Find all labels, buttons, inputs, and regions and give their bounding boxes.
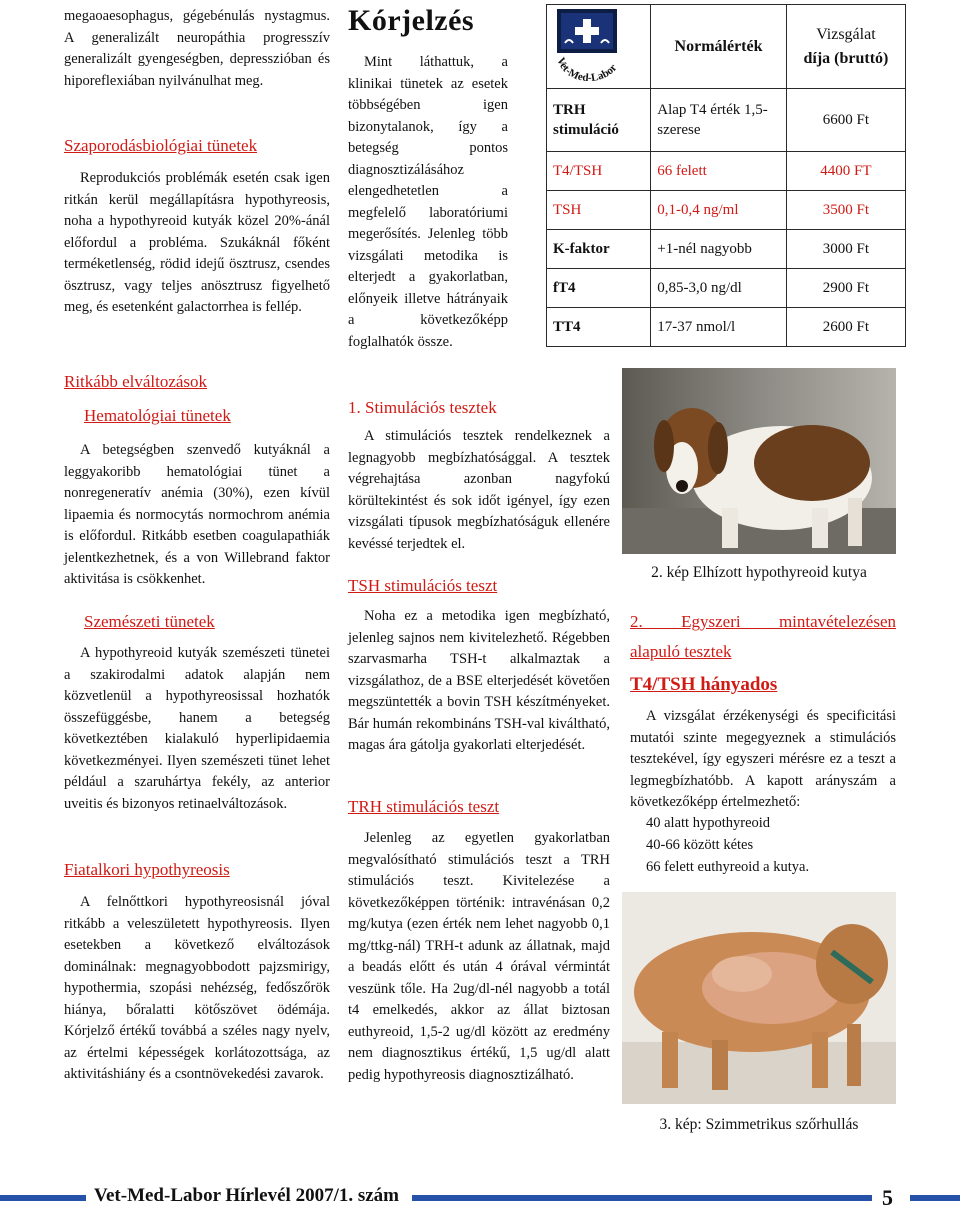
svg-text:Vet-Med-Labor: [554, 56, 619, 81]
header-price: [786, 5, 905, 89]
ratio-list: [646, 812, 809, 878]
table-cell-normal: [651, 89, 787, 152]
table-cell-price: 4400 FT: [786, 152, 905, 191]
table-cell-price: 2600 Ft: [786, 308, 905, 347]
hema-heading: Hematológiai tünetek: [84, 406, 231, 425]
table-cell-price: 3000 Ft: [786, 230, 905, 269]
juv-heading: Fiatalkori hypothyreosis: [64, 860, 230, 879]
header-normal: Normálérték: [651, 5, 787, 89]
photo-obese-dog: [622, 368, 896, 554]
hair-loss-dog-image: [622, 892, 896, 1104]
photo-hair-loss-dog: [622, 892, 896, 1104]
cell-normal-line1: Alap T4 érték 1,5-: [657, 102, 768, 118]
repro-heading: Szaporodásbiológiai tünetek: [64, 136, 258, 155]
table-row: [547, 308, 906, 347]
ratio-list-item: 40 alatt hypothyreoid: [646, 815, 771, 831]
table-cell-test: K-faktor: [547, 230, 651, 269]
single-sample-heading-line2: alapuló tesztek: [630, 642, 732, 661]
logo-cell: [547, 5, 651, 89]
header-price-line1: Vizsgálat: [816, 25, 876, 43]
tsh-text: Noha ez a metodika igen megbízható, jelenleg sajnos nem kivitelezhető. Régebben szarvasmarha TSH-t alkalmaztak a vizsgálathoz, de a BSE elterjedését követően megszüntették a bovin TSH készítményeket. Bár humán rekombináns TSH-val kiváltható, magas ára gátolja gyakorlati elterjedését.: [348, 608, 610, 753]
section-title: Kórjelzés: [348, 4, 475, 37]
table-row: [547, 269, 906, 308]
rare-heading: Ritkább elváltozások: [64, 372, 208, 391]
obese-dog-image: [622, 368, 896, 554]
footer-bar-right: [412, 1195, 872, 1201]
vet-med-labor-logo: [551, 7, 627, 81]
cell-normal-line2: szerese: [657, 122, 701, 138]
table-cell-normal: +1-nél nagyobb: [651, 230, 787, 269]
hema-text: A betegségben szenvedő kutyáknál a leggyakoribb hematológiai tünet a nonregeneratív anémia (30%), ezen kívül lipaemia és normocytás normochrom anémia is előfordul. Ritkább esetben coagulapathiák jelentkezhetnek, és a von Willebrand faktor aktivitása is csökkenhet.: [64, 442, 330, 587]
table-cell-price: 2900 Ft: [786, 269, 905, 308]
header-price-line2: díja (bruttó): [803, 49, 889, 67]
eye-heading: Szemészeti tünetek: [84, 612, 215, 631]
page-number: 5: [882, 1185, 893, 1210]
col1-intro: megaoaesophagus, gégebénulás nystagmus. A generalizált neuropáthia progresszív generalizált gyengeségben, depresszióban és hiporeflexiában nyilvánulhat meg.: [64, 8, 330, 89]
table-cell-test: T4/TSH: [547, 152, 651, 191]
stim-text: A stimulációs tesztek rendelkeznek a legnagyobb megbízhatósággal. A tesztek végrehajtása azonban nagyfokú körültekintést és sok időt igényel, így ezen vizsgálati típusok megbízhatóságuk ellenére kevéssé terjedtek el.: [348, 428, 610, 552]
photo-caption-1: 2. kép Elhízott hypothyreoid kutya: [651, 564, 867, 581]
tsh-heading: TSH stimulációs teszt: [348, 576, 498, 595]
single-sample-heading-line1: 2. Egyszeri mintavételezésen: [630, 612, 896, 631]
table-cell-test: TT4: [547, 308, 651, 347]
logo-text: Vet-Med-Labor: [554, 55, 620, 81]
table-cell-normal: 17-37 nmol/l: [651, 308, 787, 347]
photo-caption-2: 3. kép: Szimmetrikus szőrhullás: [659, 1116, 859, 1133]
cell-test-line1: TRH: [553, 102, 586, 118]
ratio-list-item: 66 felett euthyreoid a kutya.: [646, 859, 810, 875]
col2-intro: Mint láthattuk, a klinikai tünetek az esetek többségében igen bizonytalanok, így a betegség pontos diagnosztizálásához elengedhetetlen a megfelelő laboratóriumi megerősítés. Jelenleg több vizsgálati metodika is elterjedt a gyakorlatban, előnyeik illetve hátrányaik a következőképp foglalhatók össze.: [348, 54, 508, 350]
table-cell-test: TSH: [547, 191, 651, 230]
table-cell-normal: 66 felett: [651, 152, 787, 191]
footer-bar-left: [0, 1195, 86, 1201]
eye-text: A hypothyreoid kutyák szemészeti tünetei a szakirodalmi adatok alapján nem közvetlenül a hypothyreosissal hozhatók összefüggésbe, hanem a betegség következtében kialakuló hyperlipidaemia következményei. Ilyen szemészeti tünet lehet például a szaruhártya fekély, az anterior uveitis és bizonyos retinaelváltozások.: [64, 645, 330, 812]
repro-text: Reprodukciós problémák esetén csak igen ritkán kerül megállapításra hypothyreosis, noha a hypothyreoid kutyák közel 20%-ánál előfordul a probléma. Szukáknál főként terméketlenség, rödid idejű ösztrusz, csendes ösztrusz, vagy teljes anösztrusz figyelhető meg, és esetenként galactorrhea is fellép.: [64, 170, 330, 315]
trh-text: Jelenleg az egyetlen gyakorlatban megvalósítható stimulációs teszt a TRH stimulációs teszt. Kivitelezése a következőképpen történik: intravénásan 0,2 mg/kutya (ezen érték nem lehet nagyobb 0,1 mg/ttkg-nál) TRH-t adunk az állatnak, majd a beadás előtt és után 4 órával vérmintát veszünk tőle. Ha 2ug/dl-nél nagyobb a totál t4 emelkedés, akkor az állat biztosan euthyreoid, 1,5-2 ug/dl között az eredmény nem diagnosztikus értékű, 1,5 ug/dl alatt pedig hypothyreosis diagnosztizálható.: [348, 830, 610, 1083]
price-table: [546, 4, 906, 347]
table-header-row: [547, 5, 906, 89]
table-cell-normal: 0,85-3,0 ng/dl: [651, 269, 787, 308]
table-cell-test: [547, 89, 651, 152]
table-row: [547, 89, 906, 152]
ratio-list-item: 40-66 között kétes: [646, 837, 754, 853]
table-row: [547, 152, 906, 191]
table-cell-test: fT4: [547, 269, 651, 308]
cell-test-line2: stimuláció: [553, 122, 619, 138]
table-cell-price: 3500 Ft: [786, 191, 905, 230]
table-row: [547, 191, 906, 230]
table-row: [547, 230, 906, 269]
stim-heading: 1. Stimulációs tesztek: [348, 398, 497, 417]
footer-title: Vet-Med-Labor Hírlevél 2007/1. szám: [94, 1185, 400, 1206]
trh-heading: TRH stimulációs teszt: [348, 797, 500, 816]
footer-bar-end: [910, 1195, 960, 1201]
ratio-heading: T4/TSH hányados: [630, 674, 778, 695]
table-cell-price: 6600 Ft: [786, 89, 905, 152]
ratio-text: A vizsgálat érzékenységi és specificitási mutatói szinte megegyeznek a stimulációs tesztekével, így egyszeri mérésre ez a teszt a legmegbízhatóbb. A kapott arányszám a következőképp értelmezhető:: [630, 708, 896, 810]
table-cell-normal: 0,1-0,4 ng/ml: [651, 191, 787, 230]
juv-text: A felnőttkori hypothyreosisnál jóval ritkább a veleszületett hypothyreosis. Ilyen esetekben a következő elváltozások dominálnak: megnagyobbodott pajzsmirigy, hypothermia, szopási nehézség, fedőszőrök hiánya, bőralatti kötőszövet ödémája. Kórjelző értékű továbbá a széles nagy nyelv, az értelmi képességek korlátozottsága, az aktivitáshiány és a csontnövekedési zavarok.: [64, 894, 330, 1082]
